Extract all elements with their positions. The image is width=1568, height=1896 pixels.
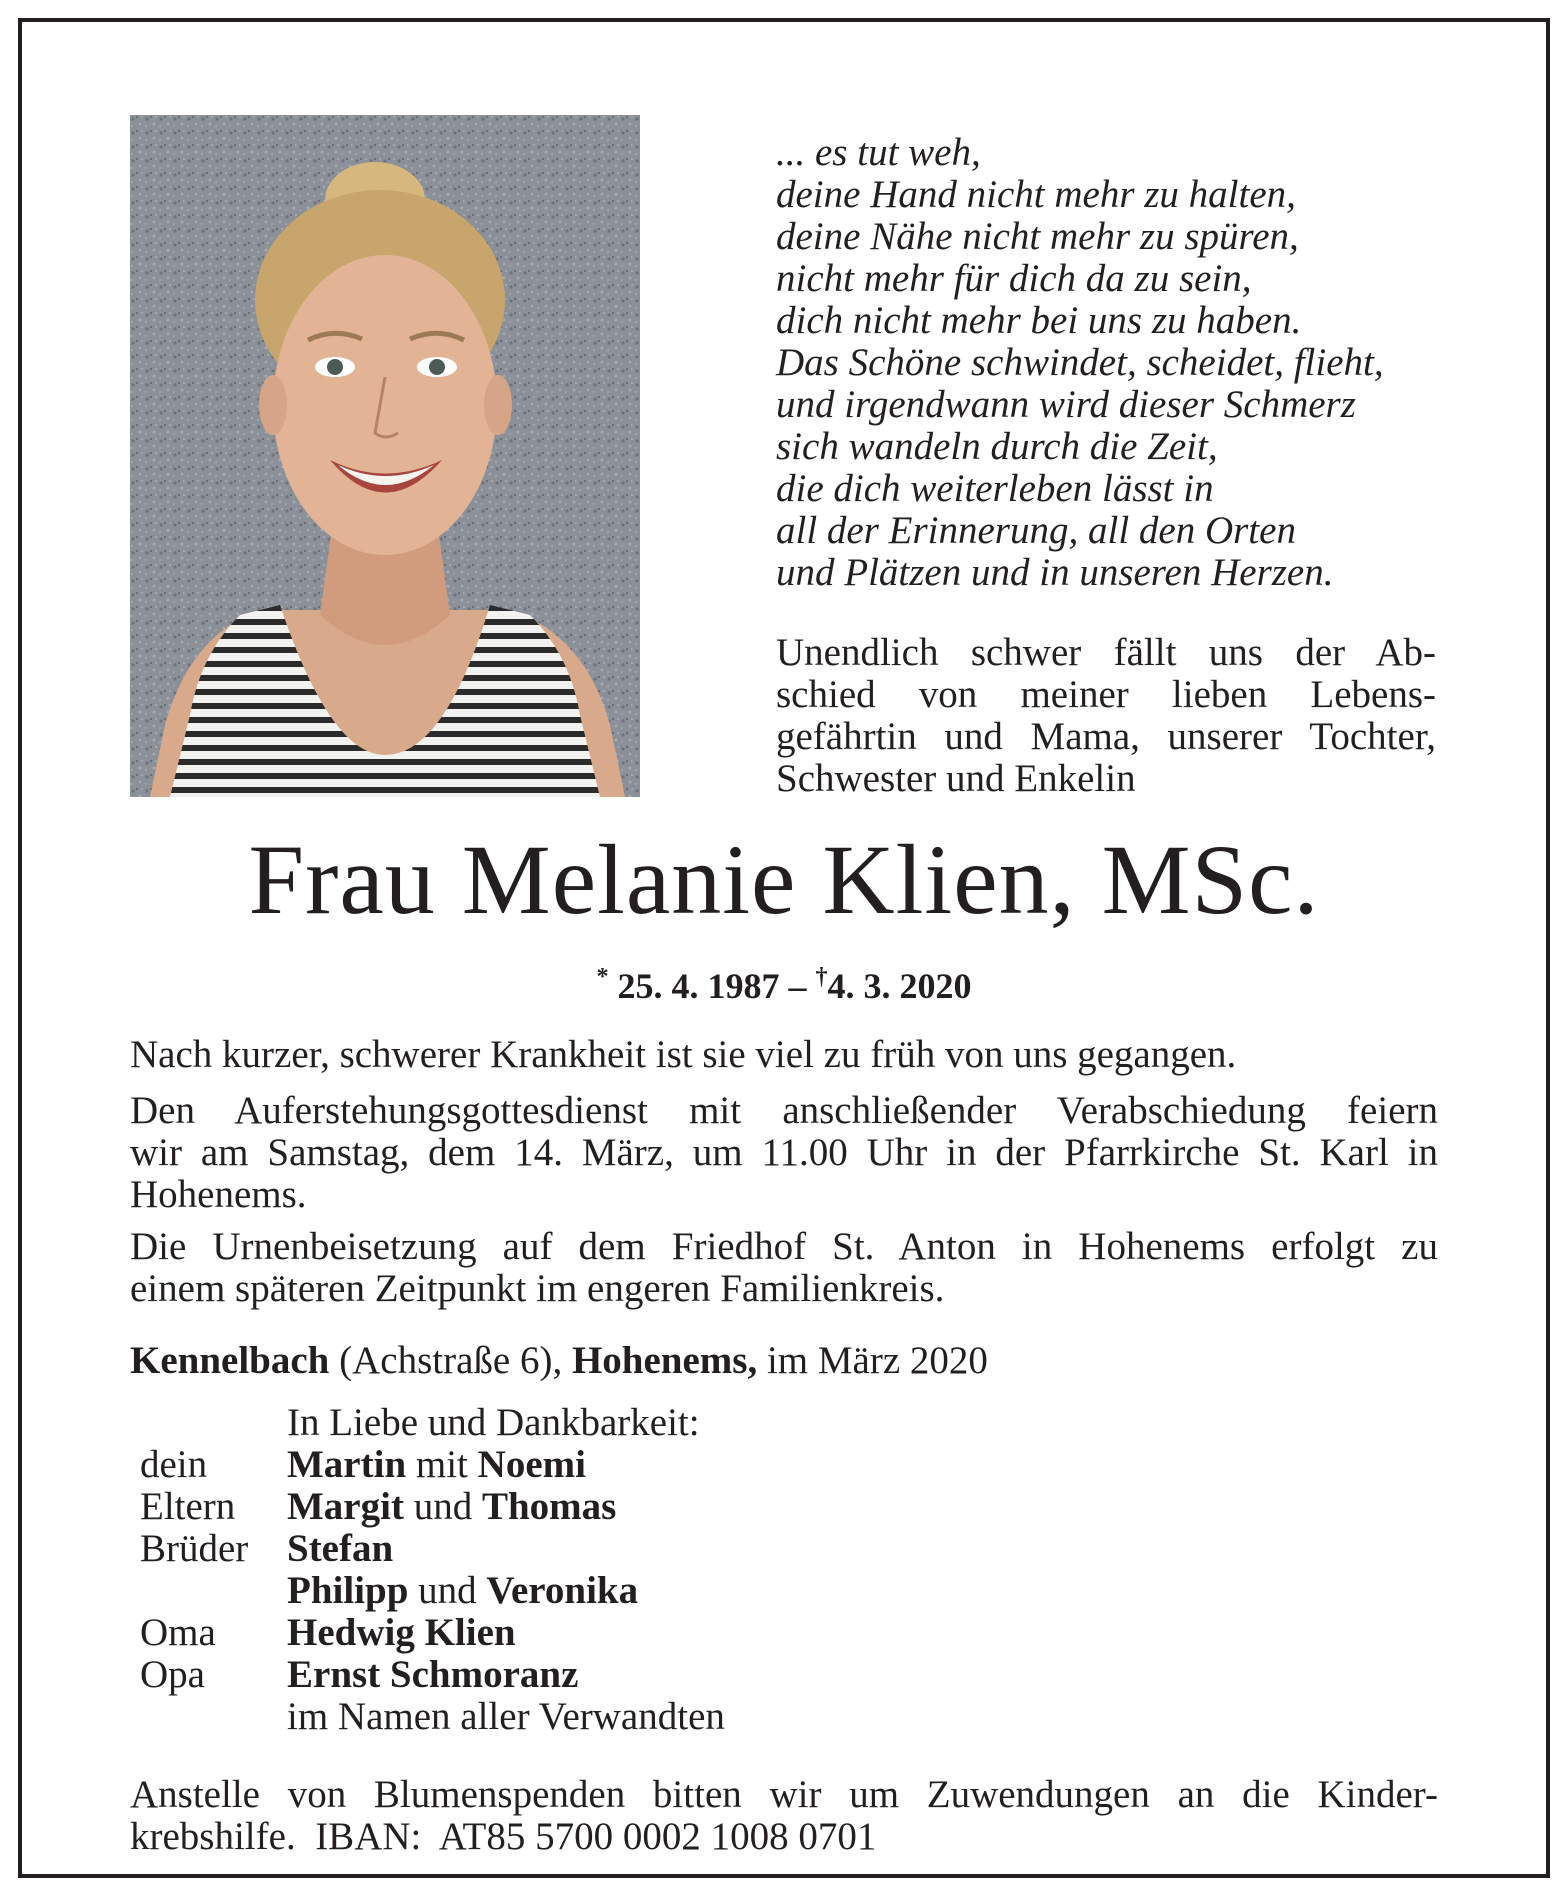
poem-line: deine Nähe nicht mehr zu spüren, (776, 215, 1299, 258)
mourner-name: Margit (287, 1485, 404, 1528)
place-date: im März 2020 (766, 1339, 988, 1382)
place-town-kennelbach: Kennelbach (130, 1339, 330, 1382)
mourner-row (140, 1612, 725, 1654)
date-separator: – (788, 966, 807, 1006)
paragraph-line: einem späteren Zeitpunkt im engeren Familienkreis. (130, 1267, 945, 1310)
mourner-name: Hedwig Klien (287, 1611, 516, 1654)
mourner-relation: Eltern (140, 1485, 236, 1528)
mourner-row (140, 1486, 725, 1528)
intro-text (776, 632, 1436, 800)
paragraph-service (130, 1090, 1438, 1216)
donation-request (130, 1774, 1438, 1858)
poem-line: ... es tut weh, (776, 131, 981, 174)
place-address: (Achstraße 6), (339, 1339, 563, 1382)
mourner-name: Philipp (287, 1569, 409, 1612)
mourner-relation: dein (140, 1443, 208, 1486)
intro-line: gefährtin und Mama, unserer Tochter, (776, 715, 1436, 758)
paragraph-line: Den Auferstehungsgottesdienst mit anschließender Verabschiedung feiern (130, 1089, 1438, 1132)
poem-line: und Plätzen und in unseren Herzen. (776, 551, 1334, 594)
place-and-date (130, 1340, 1438, 1382)
paragraph-line: Hohenems. (130, 1173, 307, 1216)
closing-line: krebshilfe. IBAN: AT85 5700 0002 1008 0701 (130, 1815, 877, 1858)
mourner-name: Veronika (486, 1569, 639, 1612)
life-dates (0, 955, 1568, 1008)
intro-line: Unendlich schwer fällt uns der Ab- (776, 631, 1436, 674)
poem-line: dich nicht mehr bei uns zu haben. (776, 299, 1302, 342)
mourner-name: Stefan (287, 1527, 394, 1570)
portrait-photo (130, 115, 640, 797)
paragraph-illness (130, 1034, 1438, 1076)
mourner-joiner: und (413, 1485, 473, 1528)
poem-line: Das Schöne schwindet, scheidet, flieht, (776, 341, 1384, 384)
poem-line: die dich weiterleben lässt in (776, 467, 1214, 510)
poem-line: nicht mehr für dich da zu sein, (776, 257, 1252, 300)
mourner-relation (140, 1570, 287, 1612)
mourner-joiner: und (418, 1569, 477, 1612)
paragraph-burial (130, 1226, 1438, 1310)
poem-line: und irgendwann wird dieser Schmerz (776, 383, 1356, 426)
mourner-name: Martin (287, 1443, 407, 1486)
mourner-name: Noemi (477, 1443, 586, 1486)
deceased-name: Frau Melanie Klien, MSc. (248, 824, 1320, 935)
mourner-relation: Opa (140, 1653, 205, 1696)
intro-line: Schwester und Enkelin (776, 757, 1136, 800)
mourner-name: Ernst Schmoranz (287, 1653, 579, 1696)
birth-date: 25. 4. 1987 (617, 966, 780, 1006)
mourner-name: Thomas (481, 1485, 617, 1528)
mourner-row (140, 1528, 725, 1570)
poem-line: deine Hand nicht mehr zu halten, (776, 173, 1296, 216)
paragraph-line: wir am Samstag, dem 14. März, um 11.00 Uhr in der Pfarrkirche St. Karl in (130, 1131, 1438, 1174)
intro-line: schied von meiner lieben Lebens- (776, 673, 1436, 716)
mourner-joiner: mit (415, 1443, 468, 1486)
paragraph-line: Die Urnenbeisetzung auf dem Friedhof St. Anton in Hohenems erfolgt zu (130, 1225, 1438, 1268)
mourner-relation: Brüder (140, 1527, 249, 1570)
paragraph-line: Nach kurzer, schwerer Krankheit ist sie viel zu früh von uns gegangen. (130, 1033, 1237, 1076)
mourners-list (140, 1402, 725, 1738)
death-symbol: † (815, 964, 828, 990)
poem-line: sich wandeln durch die Zeit, (776, 425, 1218, 468)
closing-line: Anstelle von Blumenspenden bitten wir um Zuwendungen an die Kinder- (130, 1773, 1438, 1816)
mourner-row (140, 1654, 725, 1696)
mourners-footer: im Namen aller Verwandten (287, 1695, 725, 1738)
place-town-hohenems: Hohenems, (571, 1339, 758, 1382)
mourner-relation: Oma (140, 1611, 216, 1654)
mourner-row (140, 1570, 725, 1612)
birth-symbol: * (596, 964, 609, 990)
mourners-heading: In Liebe und Dankbarkeit: (287, 1401, 700, 1444)
poem-line: all der Erinnerung, all den Orten (776, 509, 1296, 552)
poem-verse (776, 132, 1476, 594)
death-date: 4. 3. 2020 (827, 966, 972, 1006)
mourner-row (140, 1444, 725, 1486)
